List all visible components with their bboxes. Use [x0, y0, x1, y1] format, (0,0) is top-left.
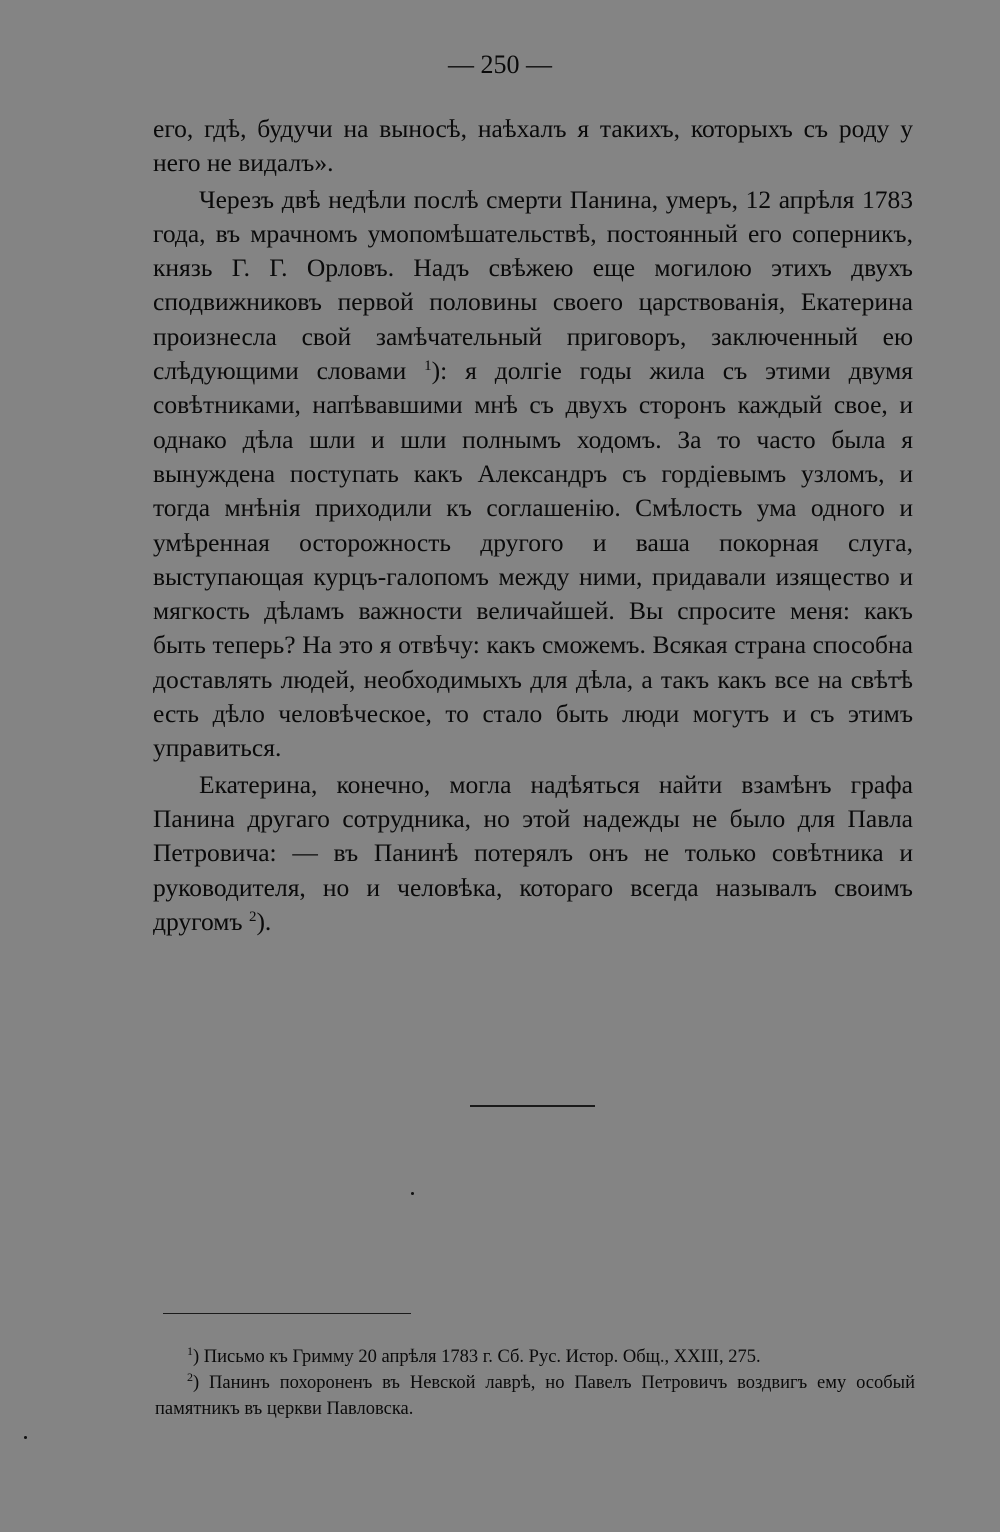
footnote-ref-1[interactable]: 1: [424, 358, 432, 375]
paragraph-1: его, гдѣ, будучи на выносѣ, наѣхалъ я такихъ, которыхъ съ роду у него не видалъ».: [153, 114, 913, 178]
paragraph-2: [153, 183, 913, 766]
footnotes: [155, 1344, 915, 1422]
footnote-ref-2[interactable]: 2: [248, 908, 257, 925]
paragraph-3-end: ).: [256, 906, 272, 936]
body-text: [153, 112, 913, 939]
footnote-1-mark: 1: [187, 1344, 193, 1358]
footnote-1-text: ) Письмо къ Гримму 20 апрѣля 1783 г. Сб. Рус. Истор. Общ., XXIII, 275.: [193, 1347, 761, 1367]
print-speck: [24, 1436, 27, 1439]
footnote-divider: [163, 1313, 411, 1314]
footnote-2-text: ) Панинъ похороненъ въ Невской лаврѣ, но Павелъ Петровичъ воздвигъ ему особый памятникъ въ церкви Павловска.: [155, 1373, 915, 1419]
footnote-ref-1-paren: ): [431, 356, 441, 386]
footnote-2: [155, 1370, 915, 1422]
footnote-1: [155, 1344, 915, 1370]
page-number: — 250 —: [448, 50, 552, 79]
paragraph-2-quote: : я долгіе годы жила съ этими двумя совѣтниками, напѣвавшими мнѣ съ двухъ сторонъ каждый свое, и однако дѣла шли и шли полнымъ ходомъ. За то часто была я вынуждена поступать какъ Александръ съ гордіевымъ узломъ, и тогда мнѣнія приходили къ соглашенію. Смѣлость ума одного и умѣренная осторожность другого и ваша покорная слуга, выступающая курцъ-галопомъ между ними, придавали изящество и мягкость дѣламъ важности величайшей. Вы спросите меня: какъ быть теперь? На это я отвѣчу: какъ сможемъ. Всякая страна способна доставлять людей, необходимыхъ для дѣла, а такъ какъ все на свѣтѣ есть дѣло человѣческое, то стало быть люди могутъ и съ этимъ управиться.: [153, 356, 914, 763]
section-divider: [470, 1105, 595, 1107]
paragraph-3-text: Екатерина, конечно, могла надѣяться найти взамѣнъ графа Панина другаго сотрудника, но этой надежды не было для Павла Петровича: — въ Панинѣ потерялъ онъ не только совѣтника и руководителя, но и человѣка, котораго всегда называлъ своимъ другомъ: [153, 769, 913, 936]
paragraph-3: [153, 768, 913, 939]
paragraph-2-text: Черезъ двѣ недѣли послѣ смерти Панина, умеръ, 12 апрѣля 1783 года, въ мрачномъ умопомѣшательствѣ, постоянный его соперникъ, князь Г. Г. Орловъ. Надъ свѣжею еще могилою этихъ двухъ сподвижниковъ первой половины своего царствованія, Екатерина произнесла свой замѣчательный приговоръ, заключенный ею слѣдующими словами: [153, 184, 913, 386]
print-speck: [411, 1192, 414, 1195]
footnote-2-mark: 2: [187, 1370, 193, 1384]
